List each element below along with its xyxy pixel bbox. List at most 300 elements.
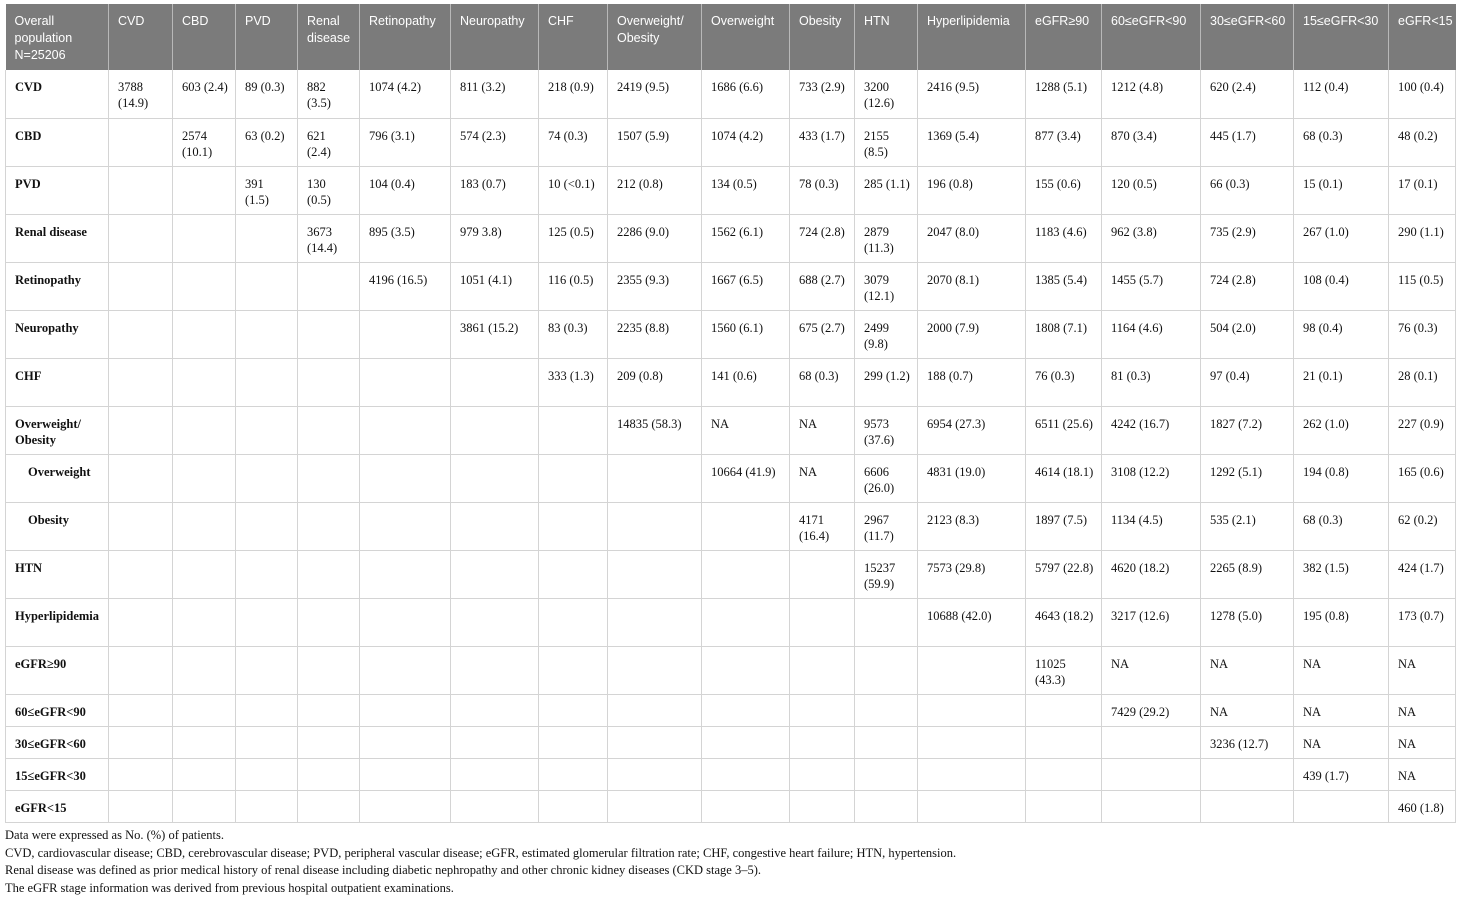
table-cell: 1164 (4.6) (1102, 310, 1201, 358)
table-cell (451, 406, 539, 454)
table-cell: 98 (0.4) (1294, 310, 1389, 358)
table-cell (702, 758, 790, 790)
table-cell: 620 (2.4) (1201, 70, 1294, 118)
table-cell: 4196 (16.5) (360, 262, 451, 310)
table-body (6, 70, 1456, 822)
table-cell: 4614 (18.1) (1026, 454, 1102, 502)
table-cell (236, 358, 298, 406)
table-cell: NA (1294, 726, 1389, 758)
table-row (6, 694, 1456, 726)
table-cell (109, 646, 173, 694)
table-cell (1102, 790, 1201, 822)
table-cell (236, 758, 298, 790)
table-cell (539, 646, 608, 694)
table-cell (360, 454, 451, 502)
table-cell: 183 (0.7) (451, 166, 539, 214)
table-cell: 3861 (15.2) (451, 310, 539, 358)
table-cell: 333 (1.3) (539, 358, 608, 406)
table-cell (298, 454, 360, 502)
table-cell (173, 758, 236, 790)
table-cell (608, 502, 702, 550)
table-cell: 1455 (5.7) (1102, 262, 1201, 310)
table-cell: 11025 (43.3) (1026, 646, 1102, 694)
table-cell (1294, 790, 1389, 822)
table-cell (790, 598, 855, 646)
table-cell: NA (1294, 646, 1389, 694)
table-cell: 3217 (12.6) (1102, 598, 1201, 646)
table-cell (702, 502, 790, 550)
table-cell: 62 (0.2) (1389, 502, 1456, 550)
table-cell: 811 (3.2) (451, 70, 539, 118)
table-cell (109, 454, 173, 502)
table-cell (451, 550, 539, 598)
table-cell (173, 310, 236, 358)
table-cell (790, 790, 855, 822)
table-cell (608, 550, 702, 598)
table-cell: 6606 (26.0) (855, 454, 918, 502)
header-cell: HTN (855, 4, 918, 70)
table-cell: 68 (0.3) (790, 358, 855, 406)
table-cell: NA (1389, 646, 1456, 694)
header-cell: CHF (539, 4, 608, 70)
header-cell: 30≤eGFR<60 (1201, 4, 1294, 70)
table-cell (173, 502, 236, 550)
table-cell: 962 (3.8) (1102, 214, 1201, 262)
row-label: 60≤eGFR<90 (6, 694, 109, 726)
table-cell (1102, 726, 1201, 758)
table-cell (1026, 726, 1102, 758)
row-label: HTN (6, 550, 109, 598)
table-cell: 10688 (42.0) (918, 598, 1026, 646)
table-cell (173, 694, 236, 726)
table-cell (173, 646, 236, 694)
table-cell (173, 262, 236, 310)
table-cell: 285 (1.1) (855, 166, 918, 214)
table-cell (360, 790, 451, 822)
table-cell (298, 758, 360, 790)
table-cell: 2967 (11.7) (855, 502, 918, 550)
table-cell (173, 454, 236, 502)
table-cell: 979 3.8) (451, 214, 539, 262)
table-cell: 1385 (5.4) (1026, 262, 1102, 310)
table-cell: 2355 (9.3) (608, 262, 702, 310)
row-label: CVD (6, 70, 109, 118)
table-cell: 724 (2.8) (790, 214, 855, 262)
table-cell (451, 790, 539, 822)
table-cell: 3108 (12.2) (1102, 454, 1201, 502)
table-cell (1026, 694, 1102, 726)
table-cell (236, 262, 298, 310)
table-cell (790, 646, 855, 694)
table-cell: 1507 (5.9) (608, 118, 702, 166)
table-cell (855, 790, 918, 822)
row-label: eGFR≥90 (6, 646, 109, 694)
table-cell (173, 790, 236, 822)
table-cell: 2047 (8.0) (918, 214, 1026, 262)
table-cell: 2265 (8.9) (1201, 550, 1294, 598)
table-cell (702, 550, 790, 598)
table-cell: 134 (0.5) (702, 166, 790, 214)
table-row (6, 550, 1456, 598)
table-cell: 2000 (7.9) (918, 310, 1026, 358)
table-cell (855, 646, 918, 694)
table-cell: 78 (0.3) (790, 166, 855, 214)
table-row (6, 358, 1456, 406)
table-cell: 2286 (9.0) (608, 214, 702, 262)
table-cell: 3079 (12.1) (855, 262, 918, 310)
table-cell (109, 358, 173, 406)
table-cell (539, 790, 608, 822)
table-cell: 125 (0.5) (539, 214, 608, 262)
table-cell: 675 (2.7) (790, 310, 855, 358)
row-label: Neuropathy (6, 310, 109, 358)
table-cell: 141 (0.6) (702, 358, 790, 406)
table-cell (173, 598, 236, 646)
table-cell: 870 (3.4) (1102, 118, 1201, 166)
header-cell: Obesity (790, 4, 855, 70)
table-cell (451, 646, 539, 694)
table-cell: 1560 (6.1) (702, 310, 790, 358)
comorbidity-table (5, 4, 1456, 823)
table-cell (236, 726, 298, 758)
table-row (6, 502, 1456, 550)
table-cell: 76 (0.3) (1389, 310, 1456, 358)
footnote: The eGFR stage information was derived from previous hospital outpatient examinations. (5, 880, 454, 895)
table-cell: 194 (0.8) (1294, 454, 1389, 502)
table-cell (236, 406, 298, 454)
table-cell (360, 694, 451, 726)
header-cell: 15≤eGFR<30 (1294, 4, 1389, 70)
table-cell: 21 (0.1) (1294, 358, 1389, 406)
table-row (6, 118, 1456, 166)
table-cell: 195 (0.8) (1294, 598, 1389, 646)
table-cell (451, 726, 539, 758)
table-cell (855, 694, 918, 726)
table-cell (298, 262, 360, 310)
table-cell (109, 166, 173, 214)
table-cell: 2879 (11.3) (855, 214, 918, 262)
table-row (6, 758, 1456, 790)
table-cell (451, 694, 539, 726)
table-cell (539, 502, 608, 550)
table-cell: 104 (0.4) (360, 166, 451, 214)
table-cell: 1051 (4.1) (451, 262, 539, 310)
table-cell: 424 (1.7) (1389, 550, 1456, 598)
table-row (6, 646, 1456, 694)
table-cell (608, 598, 702, 646)
table-cell: NA (1201, 646, 1294, 694)
table-cell: 262 (1.0) (1294, 406, 1389, 454)
table-cell (173, 406, 236, 454)
table-cell: 155 (0.6) (1026, 166, 1102, 214)
table-cell: 196 (0.8) (918, 166, 1026, 214)
table-cell (539, 550, 608, 598)
table-cell: NA (1389, 726, 1456, 758)
table-cell: 6511 (25.6) (1026, 406, 1102, 454)
table-cell (539, 694, 608, 726)
table-cell (608, 454, 702, 502)
table-cell (790, 694, 855, 726)
table-cell: 895 (3.5) (360, 214, 451, 262)
table-cell: 735 (2.9) (1201, 214, 1294, 262)
footnote: CVD, cardiovascular disease; CBD, cerebrovascular disease; PVD, peripheral vascular disease; eGFR, estimated glomerular filtration rate; CHF, congestive heart failure; HTN, hypertension. (5, 845, 957, 860)
table-cell: 68 (0.3) (1294, 118, 1389, 166)
table-cell: 1562 (6.1) (702, 214, 790, 262)
table-cell (109, 726, 173, 758)
table-cell: 10664 (41.9) (702, 454, 790, 502)
table-cell: NA (790, 454, 855, 502)
table-cell: 733 (2.9) (790, 70, 855, 118)
table-row (6, 406, 1456, 454)
table-cell (702, 790, 790, 822)
table-cell: 5797 (22.8) (1026, 550, 1102, 598)
table-cell (608, 646, 702, 694)
table-cell: 3788 (14.9) (109, 70, 173, 118)
table-cell: 48 (0.2) (1389, 118, 1456, 166)
table-cell: 74 (0.3) (539, 118, 608, 166)
table-cell (236, 790, 298, 822)
table-cell (109, 550, 173, 598)
row-label: 15≤eGFR<30 (6, 758, 109, 790)
table-cell (173, 726, 236, 758)
table-cell: 1369 (5.4) (918, 118, 1026, 166)
table-cell: 3673 (14.4) (298, 214, 360, 262)
header-cell: Retinopathy (360, 4, 451, 70)
table-cell (109, 262, 173, 310)
table-cell (360, 502, 451, 550)
table-cell: 4171 (16.4) (790, 502, 855, 550)
table-cell (608, 694, 702, 726)
table-cell: 7429 (29.2) (1102, 694, 1201, 726)
table-cell: 382 (1.5) (1294, 550, 1389, 598)
table-cell (855, 726, 918, 758)
table-cell: 66 (0.3) (1201, 166, 1294, 214)
footnote: Renal disease was defined as prior medical history of renal disease including diabetic nephropathy and other chronic kidney diseases (CKD stage 3–5). (5, 863, 762, 877)
table-cell (236, 694, 298, 726)
row-label: Overweight (6, 454, 109, 502)
table-cell (360, 550, 451, 598)
row-label: Hyperlipidemia (6, 598, 109, 646)
table-cell (918, 726, 1026, 758)
table-cell: 68 (0.3) (1294, 502, 1389, 550)
table-cell: 2070 (8.1) (918, 262, 1026, 310)
table-row (6, 726, 1456, 758)
table-footnotes (5, 827, 1455, 897)
table-cell (236, 214, 298, 262)
table-cell: 882 (3.5) (298, 70, 360, 118)
table-cell: 2499 (9.8) (855, 310, 918, 358)
table-cell: 724 (2.8) (1201, 262, 1294, 310)
table-cell (236, 646, 298, 694)
table-cell: 9573 (37.6) (855, 406, 918, 454)
table-cell: 81 (0.3) (1102, 358, 1201, 406)
table-cell (236, 310, 298, 358)
table-cell: 100 (0.4) (1389, 70, 1456, 118)
table-row (6, 262, 1456, 310)
table-cell: 165 (0.6) (1389, 454, 1456, 502)
header-cell: CBD (173, 4, 236, 70)
table-cell (109, 310, 173, 358)
table-cell (236, 550, 298, 598)
header-cell: Hyperlipidemia (918, 4, 1026, 70)
row-label: Renal disease (6, 214, 109, 262)
table-cell: 1667 (6.5) (702, 262, 790, 310)
row-label: Retinopathy (6, 262, 109, 310)
table-cell (855, 598, 918, 646)
table-cell: 1686 (6.6) (702, 70, 790, 118)
table-cell: 688 (2.7) (790, 262, 855, 310)
table-cell: 1134 (4.5) (1102, 502, 1201, 550)
row-label: 30≤eGFR<60 (6, 726, 109, 758)
table-cell (608, 726, 702, 758)
header-cell: PVD (236, 4, 298, 70)
table-cell (539, 406, 608, 454)
table-cell (109, 214, 173, 262)
table-cell: 97 (0.4) (1201, 358, 1294, 406)
table-cell: 173 (0.7) (1389, 598, 1456, 646)
table-cell: 28 (0.1) (1389, 358, 1456, 406)
table-cell: NA (790, 406, 855, 454)
header-cell: Renal disease (298, 4, 360, 70)
table-cell: 17 (0.1) (1389, 166, 1456, 214)
table-cell: 1292 (5.1) (1201, 454, 1294, 502)
table-cell: 89 (0.3) (236, 70, 298, 118)
table-cell (790, 726, 855, 758)
table-cell (298, 550, 360, 598)
table-cell: 112 (0.4) (1294, 70, 1389, 118)
table-cell: 433 (1.7) (790, 118, 855, 166)
table-cell (109, 790, 173, 822)
table-cell: 10 (<0.1) (539, 166, 608, 214)
table-cell: 1183 (4.6) (1026, 214, 1102, 262)
row-label: CBD (6, 118, 109, 166)
table-cell: 439 (1.7) (1294, 758, 1389, 790)
table-cell: 63 (0.2) (236, 118, 298, 166)
table-cell (451, 502, 539, 550)
header-cell: Overweight/ Obesity (608, 4, 702, 70)
table-cell: 621 (2.4) (298, 118, 360, 166)
table-cell (298, 790, 360, 822)
table-cell: 227 (0.9) (1389, 406, 1456, 454)
table-cell: 212 (0.8) (608, 166, 702, 214)
table-cell (702, 726, 790, 758)
table-cell (1026, 758, 1102, 790)
table-cell: 3236 (12.7) (1201, 726, 1294, 758)
table-cell (298, 406, 360, 454)
table-cell: 15237 (59.9) (855, 550, 918, 598)
table-row (6, 454, 1456, 502)
table-cell (360, 406, 451, 454)
table-cell (702, 646, 790, 694)
table-cell: 2416 (9.5) (918, 70, 1026, 118)
table-cell: 603 (2.4) (173, 70, 236, 118)
table-cell: 2419 (9.5) (608, 70, 702, 118)
table-cell (1026, 790, 1102, 822)
table-row (6, 214, 1456, 262)
table-cell (702, 598, 790, 646)
table-row (6, 598, 1456, 646)
table-cell (918, 790, 1026, 822)
header-cell: Neuropathy (451, 4, 539, 70)
table-cell (918, 758, 1026, 790)
table-cell: NA (1201, 694, 1294, 726)
table-cell (173, 214, 236, 262)
table-cell (360, 310, 451, 358)
table-cell: 2574 (10.1) (173, 118, 236, 166)
table-cell: 877 (3.4) (1026, 118, 1102, 166)
table-cell (173, 550, 236, 598)
table-cell (236, 502, 298, 550)
table-row (6, 790, 1456, 822)
table-cell (608, 790, 702, 822)
table-cell (298, 310, 360, 358)
table-cell (298, 358, 360, 406)
table-row (6, 310, 1456, 358)
table-cell: 796 (3.1) (360, 118, 451, 166)
table-cell (451, 358, 539, 406)
table-cell (855, 758, 918, 790)
table-cell: 504 (2.0) (1201, 310, 1294, 358)
table-cell: 460 (1.8) (1389, 790, 1456, 822)
table-cell: 14835 (58.3) (608, 406, 702, 454)
header-row (6, 4, 1456, 70)
table-cell (298, 694, 360, 726)
table-cell: 7573 (29.8) (918, 550, 1026, 598)
table-cell: 1827 (7.2) (1201, 406, 1294, 454)
table-cell: 83 (0.3) (539, 310, 608, 358)
table-cell (109, 118, 173, 166)
row-label: eGFR<15 (6, 790, 109, 822)
table-cell (298, 726, 360, 758)
comorbidity-table-container (5, 4, 1455, 823)
table-cell (360, 646, 451, 694)
table-cell (360, 358, 451, 406)
table-cell (451, 454, 539, 502)
table-cell: 3200 (12.6) (855, 70, 918, 118)
table-cell: 188 (0.7) (918, 358, 1026, 406)
table-cell: 299 (1.2) (855, 358, 918, 406)
table-cell (1201, 758, 1294, 790)
table-cell (451, 598, 539, 646)
table-cell (360, 598, 451, 646)
table-cell: 4620 (18.2) (1102, 550, 1201, 598)
table-cell: 267 (1.0) (1294, 214, 1389, 262)
table-cell: 1212 (4.8) (1102, 70, 1201, 118)
table-cell: 130 (0.5) (298, 166, 360, 214)
table-cell (918, 694, 1026, 726)
table-cell: NA (1294, 694, 1389, 726)
table-cell (539, 758, 608, 790)
table-cell (173, 166, 236, 214)
table-cell (109, 598, 173, 646)
header-cell: Overweight (702, 4, 790, 70)
table-cell (360, 726, 451, 758)
table-cell: 120 (0.5) (1102, 166, 1201, 214)
table-cell: 4242 (16.7) (1102, 406, 1201, 454)
table-cell (539, 454, 608, 502)
table-cell (109, 758, 173, 790)
table-cell: 2155 (8.5) (855, 118, 918, 166)
table-cell: 76 (0.3) (1026, 358, 1102, 406)
table-cell: 574 (2.3) (451, 118, 539, 166)
table-cell: 115 (0.5) (1389, 262, 1456, 310)
table-cell (109, 406, 173, 454)
header-cell: eGFR≥90 (1026, 4, 1102, 70)
table-cell: 1288 (5.1) (1026, 70, 1102, 118)
table-cell (298, 646, 360, 694)
table-cell: 2123 (8.3) (918, 502, 1026, 550)
table-cell (236, 598, 298, 646)
